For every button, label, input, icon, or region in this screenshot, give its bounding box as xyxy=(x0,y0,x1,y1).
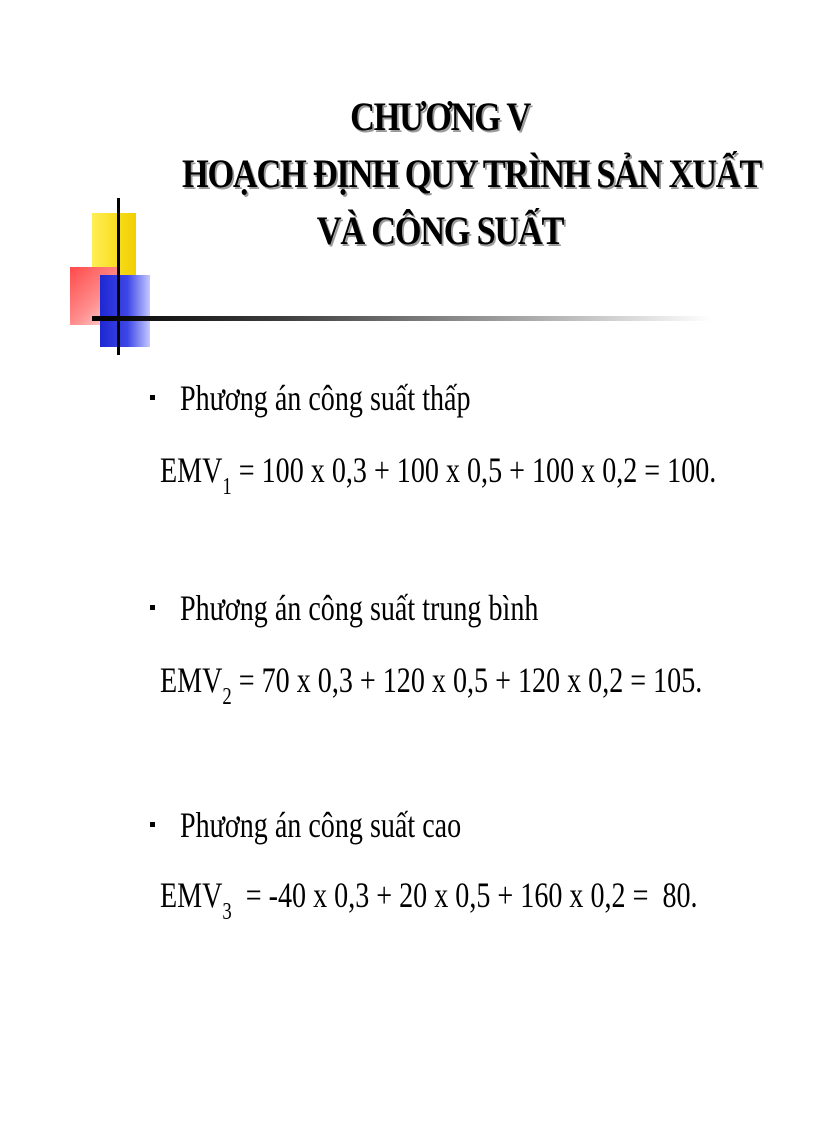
title-line-chapter: CHƯƠNG V xyxy=(350,94,530,139)
emv-index: 3 xyxy=(222,899,232,925)
emv-index: 1 xyxy=(222,474,232,500)
emv-prefix: EMV xyxy=(160,450,223,490)
decor-title-underline xyxy=(92,316,712,321)
bullet-icon xyxy=(150,395,155,400)
emv-expression: = -40 x 0,3 + 20 x 0,5 + 160 x 0,2 = 80. xyxy=(231,875,698,915)
emv-prefix: EMV xyxy=(160,875,223,915)
emv-expression: = 70 x 0,3 + 120 x 0,5 + 120 x 0,2 = 105. xyxy=(231,660,703,700)
emv-index: 2 xyxy=(222,684,232,710)
decor-vertical-line xyxy=(117,198,120,355)
item-label: Phương án công suất trung bình xyxy=(180,588,539,628)
bullet-icon xyxy=(150,822,155,827)
emv-formula xyxy=(160,875,698,925)
bullet-icon xyxy=(150,605,155,610)
emv-expression: = 100 x 0,3 + 100 x 0,5 + 100 x 0,2 = 100. xyxy=(231,450,717,490)
item-label: Phương án công suất thấp xyxy=(180,378,471,418)
decor-blue-square xyxy=(100,275,150,347)
emv-prefix: EMV xyxy=(160,660,223,700)
decor-yellow-square xyxy=(92,213,136,275)
title-line-subtopic: VÀ CÔNG SUẤT xyxy=(316,208,564,253)
emv-formula xyxy=(160,660,703,710)
emv-formula xyxy=(160,450,717,500)
slide-title xyxy=(182,88,761,259)
title-line-topic: HOẠCH ĐỊNH QUY TRÌNH SẢN XUẤT xyxy=(182,151,761,196)
item-label: Phương án công suất cao xyxy=(180,805,462,845)
